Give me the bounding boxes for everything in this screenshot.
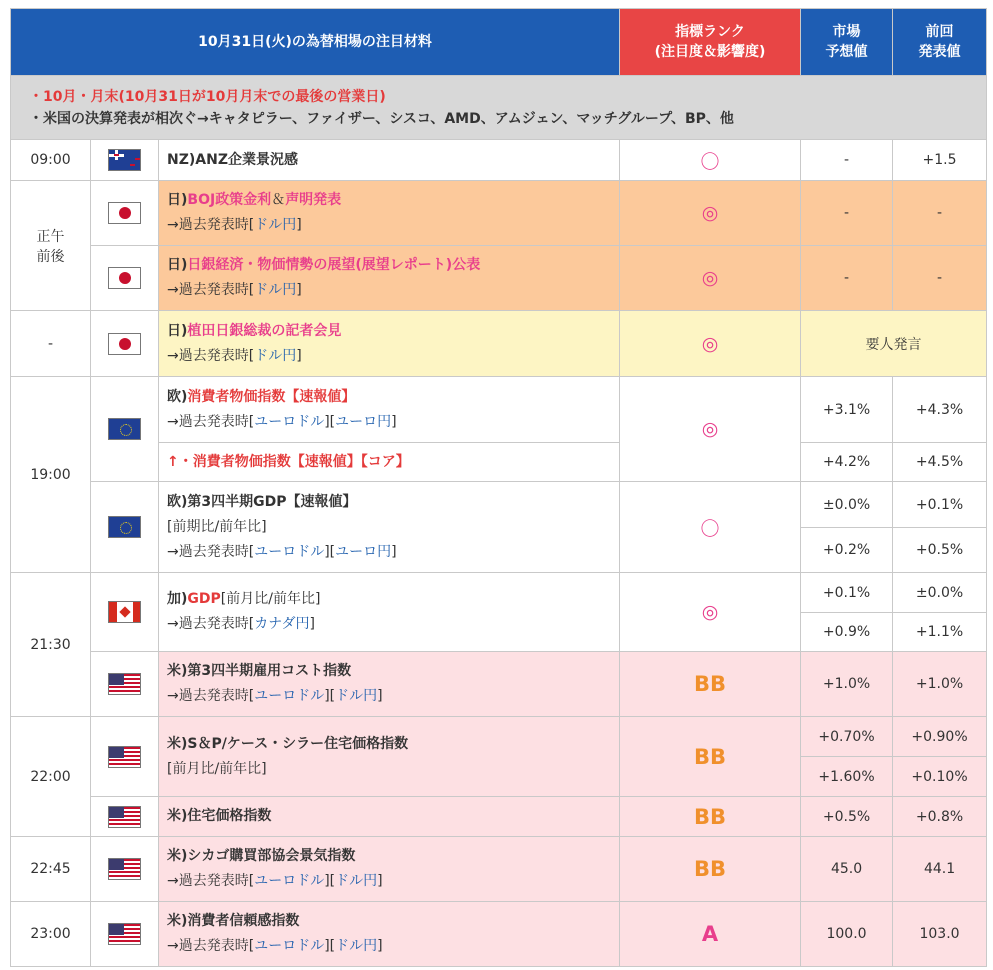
- forecast-value: +1.0%: [801, 652, 893, 717]
- us-flag-icon: [108, 858, 141, 880]
- chart-link-usdjpy[interactable]: ドル円: [254, 217, 297, 233]
- past-release-label: →過去発表時: [167, 616, 249, 632]
- event-cell: 加)GDP[前月比/前年比] →過去発表時[カナダ円]: [159, 573, 620, 652]
- chart-link-eurusd[interactable]: ユーロドル: [254, 413, 325, 430]
- event-time: 23:00: [11, 902, 91, 967]
- event-cell: [159, 717, 620, 797]
- previous-value: +0.5%: [893, 528, 987, 573]
- notice-box: [11, 76, 987, 140]
- previous-header: [893, 9, 987, 76]
- table-row: [11, 482, 987, 528]
- event-sub: [前月比/前年比]: [220, 591, 321, 607]
- previous-header-line2: 発表値: [918, 44, 961, 60]
- event-cell: 日)BOJ政策金利＆声明発表 →過去発表時[ドル円]: [159, 181, 620, 246]
- chart-link-usdjpy[interactable]: ドル円: [254, 282, 297, 298]
- country-prefix: 日): [167, 257, 188, 273]
- notice-earnings: ・米国の決算発表が相次ぐ→キャタピラー、ファイザー、シスコ、AMD、アムジェン、マッチグループ、BP、他: [29, 110, 734, 127]
- country-prefix: 欧): [167, 388, 188, 405]
- event-name: 欧)第3四半期GDP【速報値】: [167, 493, 357, 510]
- past-release-label: →過去発表時: [167, 217, 249, 233]
- table-row: [11, 377, 987, 443]
- notice-row: [11, 76, 987, 140]
- country-prefix: 日): [167, 192, 188, 208]
- chart-link-eurusd[interactable]: ユーロドル: [254, 688, 325, 704]
- table-row: [11, 311, 987, 377]
- rank-circle-icon: 〇: [700, 517, 720, 540]
- japan-flag-icon: [108, 333, 141, 355]
- previous-value: +1.0%: [893, 652, 987, 717]
- event-cell: 日)日銀経済・物価情勢の展望(展望レポート)公表 →過去発表時[ドル円]: [159, 246, 620, 311]
- previous-value: +0.90%: [893, 717, 987, 757]
- event-cell: 日)植田日銀総裁の記者会見 →過去発表時[ドル円]: [159, 311, 620, 377]
- us-flag-icon: [108, 746, 141, 768]
- event-cell: 米)シカゴ購買部協会景気指数 →過去発表時[ユーロドル][ドル円]: [159, 837, 620, 902]
- rank-circle-icon: 〇: [700, 150, 720, 173]
- event-cell: 米)消費者信頼感指数 →過去発表時[ユーロドル][ドル円]: [159, 902, 620, 967]
- table-row: [11, 140, 987, 181]
- forecast-value: +0.5%: [801, 797, 893, 837]
- previous-value: 44.1: [893, 837, 987, 902]
- rank-header: [620, 9, 801, 76]
- table-row: [11, 246, 987, 311]
- previous-value: +0.10%: [893, 757, 987, 797]
- forecast-value: +0.1%: [801, 573, 893, 613]
- event-time: [11, 181, 91, 311]
- event-name: 米)シカゴ購買部協会景気指数: [167, 848, 356, 864]
- event-name: NZ)ANZ企業景況感: [159, 140, 620, 181]
- us-flag-icon: [108, 673, 141, 695]
- chart-link-cadjpy[interactable]: カナダ円: [254, 616, 310, 632]
- rank-badge: BB: [694, 744, 727, 769]
- rank-badge: BB: [694, 857, 727, 881]
- header-row: [11, 9, 987, 76]
- eu-flag-icon: [108, 516, 141, 538]
- table-row: [11, 797, 987, 837]
- us-flag-icon: [108, 923, 141, 945]
- past-release-label: →過去発表時: [167, 543, 249, 560]
- forecast-value: 100.0: [801, 902, 893, 967]
- time-noon: 正午: [36, 228, 65, 245]
- chart-link-eurusd[interactable]: ユーロドル: [254, 938, 325, 954]
- key-speech-note: 要人発言: [801, 311, 987, 377]
- chart-link-usdjpy[interactable]: ドル円: [335, 873, 378, 889]
- rank-header-line1: 指標ランク: [675, 24, 745, 40]
- past-release-label: →過去発表時: [167, 873, 249, 889]
- forecast-value: +0.9%: [801, 613, 893, 652]
- chart-link-usdjpy[interactable]: ドル円: [335, 688, 378, 704]
- chart-link-eurjpy[interactable]: ユーロ円: [335, 413, 392, 430]
- event-sub: [前月比/前年比]: [167, 760, 267, 777]
- past-release-label: →過去発表時: [167, 282, 249, 298]
- forecast-value: -: [801, 140, 893, 181]
- forecast-value: -: [801, 246, 893, 311]
- previous-value: +4.5%: [893, 443, 987, 482]
- previous-value: +0.8%: [893, 797, 987, 837]
- event-sub: [前期比/前年比]: [167, 518, 267, 535]
- event-time: 22:00: [11, 717, 91, 837]
- forecast-value: +0.70%: [801, 717, 893, 757]
- rank-badge: A: [701, 922, 719, 946]
- forecast-value: 45.0: [801, 837, 893, 902]
- table-row: [11, 717, 987, 757]
- eu-flag-icon: [108, 418, 141, 440]
- rank-double-circle-icon: ◎: [701, 601, 719, 623]
- table-row: [11, 837, 987, 902]
- chart-link-eurusd[interactable]: ユーロドル: [254, 543, 325, 560]
- event-time: -: [11, 311, 91, 377]
- calendar-title: 10月31日(火)の為替相場の注目材料: [11, 9, 620, 76]
- event-time: 09:00: [11, 140, 91, 181]
- forecast-value: -: [801, 181, 893, 246]
- japan-flag-icon: [108, 202, 141, 224]
- event-cell: 欧)第3四半期GDP【速報値】 [前期比/前年比] →過去発表時[ユーロドル][ユーロ円]: [159, 482, 620, 573]
- event-cell: 欧)消費者物価指数【速報値】 →過去発表時[ユーロドル][ユーロ円]: [159, 377, 620, 443]
- rank-double-circle-icon: ◎: [701, 332, 719, 355]
- previous-header-line1: 前回: [925, 24, 954, 40]
- event-cell: 米)第3四半期雇用コスト指数 →過去発表時[ユーロドル][ドル円]: [159, 652, 620, 717]
- rank-double-circle-icon: ◎: [701, 418, 719, 440]
- chart-link-usdjpy[interactable]: ドル円: [254, 347, 297, 364]
- rank-badge: BB: [694, 672, 727, 696]
- japan-flag-icon: [108, 267, 141, 289]
- chart-link-usdjpy[interactable]: ドル円: [335, 938, 378, 954]
- forecast-value: +0.2%: [801, 528, 893, 573]
- forecast-value: +4.2%: [801, 443, 893, 482]
- previous-value: +0.1%: [893, 482, 987, 528]
- previous-value: ±0.0%: [893, 573, 987, 613]
- event-link-press-conference[interactable]: 植田日銀総裁の記者会見: [187, 322, 342, 339]
- nz-flag-icon: [108, 149, 141, 171]
- country-prefix: 加): [167, 591, 188, 607]
- table-row: [11, 573, 987, 613]
- forecast-header-line1: 市場: [832, 24, 861, 40]
- rank-double-circle-icon: ◎: [701, 202, 719, 224]
- previous-value: +4.3%: [893, 377, 987, 443]
- economic-calendar-table: [10, 8, 987, 967]
- rank-badge: BB: [694, 804, 727, 829]
- table-row: [11, 181, 987, 246]
- country-prefix: 日): [167, 322, 188, 339]
- event-time: 21:30: [11, 573, 91, 717]
- previous-value: -: [893, 246, 987, 311]
- previous-value: +1.1%: [893, 613, 987, 652]
- previous-value: +1.5: [893, 140, 987, 181]
- event-time: 22:45: [11, 837, 91, 902]
- rank-header-line2: (注目度＆影響度): [654, 44, 766, 60]
- previous-value: 103.0: [893, 902, 987, 967]
- event-name: 米)住宅価格指数: [159, 797, 620, 837]
- forecast-value: +1.60%: [801, 757, 893, 797]
- event-link-boj-rate[interactable]: BOJ政策金利: [187, 192, 272, 208]
- event-name: 米)消費者信頼感指数: [167, 913, 300, 929]
- amp-sign: ＆: [271, 192, 286, 208]
- us-flag-icon: [108, 806, 141, 828]
- chart-link-eurusd[interactable]: ユーロドル: [254, 873, 325, 889]
- table-row: [11, 652, 987, 717]
- event-link-statement[interactable]: 声明発表: [285, 192, 342, 208]
- event-time: 19:00: [11, 377, 91, 573]
- event-link-gdp[interactable]: GDP: [187, 591, 221, 607]
- event-link-outlook-report[interactable]: 日銀経済・物価情勢の展望(展望レポート)公表: [187, 257, 481, 273]
- past-release-label: →過去発表時: [167, 347, 249, 364]
- time-around: 前後: [36, 248, 65, 265]
- forecast-value: ±0.0%: [801, 482, 893, 528]
- forecast-value: +3.1%: [801, 377, 893, 443]
- past-release-label: →過去発表時: [167, 938, 249, 954]
- event-name: 米)S＆P/ケース・シラー住宅価格指数: [167, 735, 409, 752]
- forecast-header-line2: 予想値: [825, 44, 868, 60]
- rank-double-circle-icon: ◎: [701, 267, 719, 289]
- past-release-label: →過去発表時: [167, 413, 249, 430]
- past-release-label: →過去発表時: [167, 688, 249, 704]
- forecast-header: [801, 9, 893, 76]
- event-link-hicp[interactable]: 消費者物価指数【速報値】: [187, 388, 356, 405]
- previous-value: -: [893, 181, 987, 246]
- event-name-core: ↑・消費者物価指数【速報値】【コア】: [159, 443, 620, 482]
- table-row: [11, 902, 987, 967]
- notice-month-end: ・10月・月末(10月31日が10月月末での最後の営業日): [29, 88, 386, 105]
- chart-link-eurjpy[interactable]: ユーロ円: [335, 543, 392, 560]
- event-name: 米)第3四半期雇用コスト指数: [167, 663, 352, 679]
- canada-flag-icon: [108, 601, 141, 623]
